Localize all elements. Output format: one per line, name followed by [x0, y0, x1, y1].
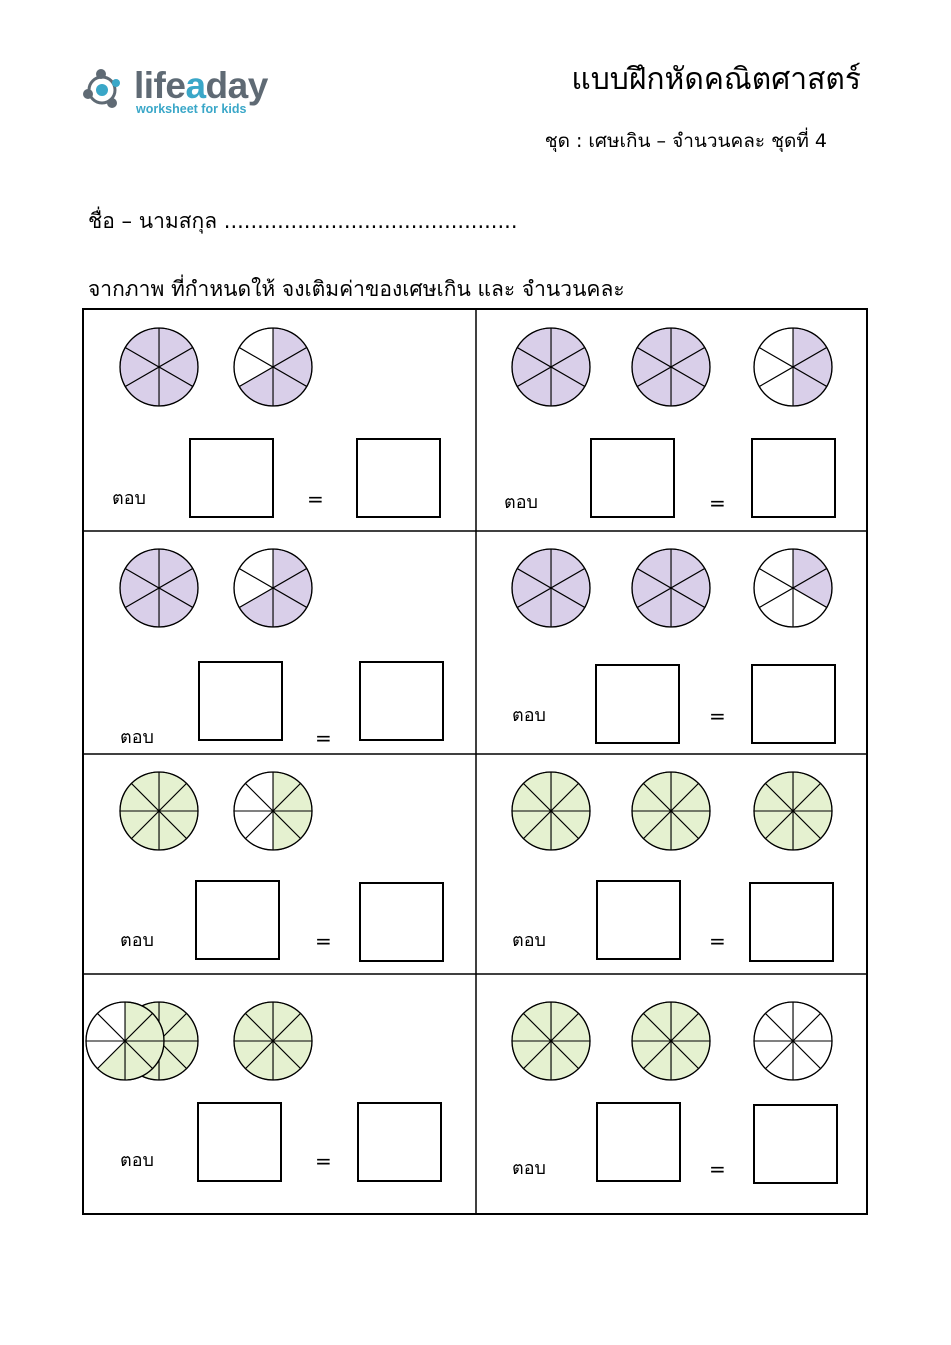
answer-label: ตอบ: [504, 492, 538, 513]
equals-sign: =: [307, 487, 324, 511]
page-title: แบบฝึกหัดคณิตศาสตร์: [571, 62, 861, 97]
mixed-number-answer-box[interactable]: [356, 438, 441, 518]
logo: [82, 64, 282, 124]
fraction-circle: [630, 770, 712, 852]
fraction-circle: [752, 326, 834, 408]
problem-cell-7: [84, 974, 476, 1195]
improper-fraction-answer-box[interactable]: [197, 1102, 282, 1182]
answer-label: ตอบ: [120, 930, 154, 951]
problem-cell-4: [476, 531, 868, 752]
fraction-circle: [630, 1000, 712, 1082]
improper-fraction-answer-box[interactable]: [596, 880, 681, 960]
mixed-number-answer-box[interactable]: [753, 1104, 838, 1184]
improper-fraction-answer-box[interactable]: [195, 880, 280, 960]
mixed-number-answer-box[interactable]: [751, 664, 836, 744]
answer-label: ตอบ: [112, 488, 146, 509]
fraction-circle: [510, 326, 592, 408]
equals-sign: =: [709, 491, 726, 515]
mixed-number-answer-box[interactable]: [357, 1102, 442, 1182]
answer-label: ตอบ: [120, 727, 154, 748]
fraction-circle: [510, 1000, 592, 1082]
improper-fraction-answer-box[interactable]: [596, 1102, 681, 1182]
fraction-circle: [510, 547, 592, 629]
problem-cell-6: [476, 754, 868, 975]
fraction-circle: [510, 770, 592, 852]
problem-cell-3: [84, 531, 476, 752]
answer-label: ตอบ: [120, 1150, 154, 1171]
name-field-line[interactable]: ชื่อ – นามสกุล ............................................: [88, 209, 518, 233]
answer-label: ตอบ: [512, 705, 546, 726]
equals-sign: =: [709, 1157, 726, 1181]
equals-sign: =: [315, 726, 332, 750]
problem-cell-8: [476, 974, 868, 1195]
mixed-number-answer-box[interactable]: [359, 882, 444, 962]
logo-tagline: worksheet for kids: [136, 102, 247, 116]
equals-sign: =: [709, 929, 726, 953]
fraction-circle: [118, 770, 200, 852]
improper-fraction-answer-box[interactable]: [198, 661, 283, 741]
fraction-circle: [118, 547, 200, 629]
fraction-circle: [752, 770, 834, 852]
equals-sign: =: [315, 1149, 332, 1173]
fraction-circle: [232, 326, 314, 408]
equals-sign: =: [709, 704, 726, 728]
logo-wordmark: lifeaday: [134, 65, 268, 106]
improper-fraction-answer-box[interactable]: [189, 438, 274, 518]
molecule-icon: [82, 66, 132, 116]
problem-cell-5: [84, 754, 476, 975]
fraction-circle: [84, 1000, 166, 1082]
fraction-circle: [630, 547, 712, 629]
fraction-circle: [118, 326, 200, 408]
problem-cell-2: [476, 310, 868, 531]
mixed-number-answer-box[interactable]: [751, 438, 836, 518]
fraction-circle: [752, 1000, 834, 1082]
worksheet-subtitle: ชุด : เศษเกิน – จำนวนคละ ชุดที่ 4: [544, 130, 827, 152]
fraction-circle: [232, 1000, 314, 1082]
mixed-number-answer-box[interactable]: [749, 882, 834, 962]
problem-grid: [82, 308, 868, 1215]
fraction-circle: [630, 326, 712, 408]
equals-sign: =: [315, 929, 332, 953]
mixed-number-answer-box[interactable]: [359, 661, 444, 741]
problem-cell-1: [84, 310, 476, 531]
improper-fraction-answer-box[interactable]: [590, 438, 675, 518]
answer-label: ตอบ: [512, 930, 546, 951]
improper-fraction-answer-box[interactable]: [595, 664, 680, 744]
fraction-circle: [232, 547, 314, 629]
instruction-text: จากภาพ ที่กำหนดให้ จงเติมค่าของเศษเกิน และ จำนวนคละ: [88, 277, 625, 301]
fraction-circle: [752, 547, 834, 629]
fraction-circle: [232, 770, 314, 852]
answer-label: ตอบ: [512, 1158, 546, 1179]
